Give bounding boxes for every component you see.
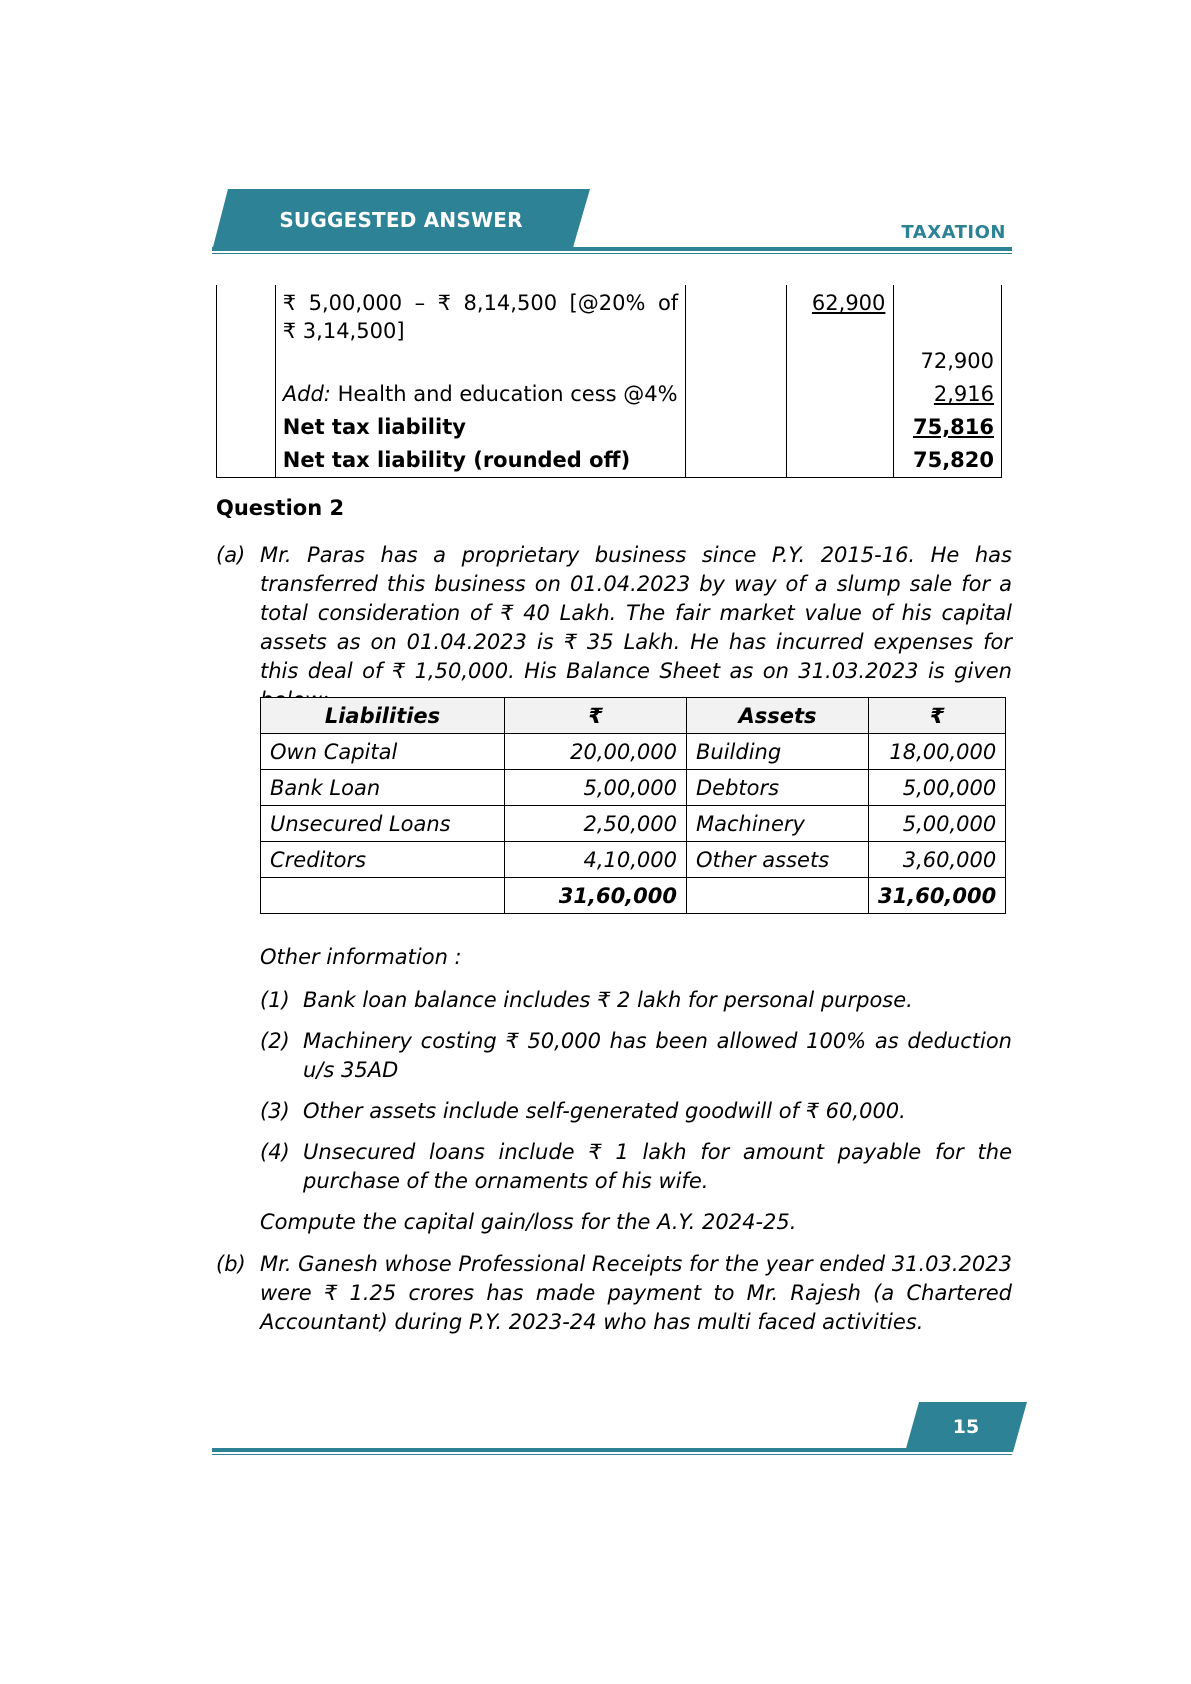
table-row xyxy=(261,770,1006,806)
cess-label-prefix: Add: xyxy=(282,382,331,406)
header-rule-thin xyxy=(212,253,1012,254)
liability-amount: 4,10,000 xyxy=(505,842,687,878)
info-text: Unsecured loans include ₹ 1 lakh for amount payable for the purchase of the ornaments of his wife. xyxy=(303,1140,1012,1193)
total-blank xyxy=(687,878,869,914)
compute-instruction: Compute the capital gain/loss for the A.Y. 2024-25. xyxy=(260,1210,797,1234)
header-assets: Assets xyxy=(687,698,869,734)
slab-line-2: ₹ 3,14,500] xyxy=(282,319,405,343)
total-liabilities: 31,60,000 xyxy=(505,878,687,914)
page-number-tab xyxy=(905,1402,1027,1452)
table-row xyxy=(216,444,1002,478)
liability-name: Bank Loan xyxy=(261,770,505,806)
part-a-label: (a) xyxy=(216,543,246,567)
asset-amount: 3,60,000 xyxy=(869,842,1006,878)
liability-amount: 2,50,000 xyxy=(505,806,687,842)
header-tab-label: SUGGESTED ANSWER xyxy=(279,208,523,232)
header-rupee: ₹ xyxy=(505,698,687,734)
liability-name: Unsecured Loans xyxy=(261,806,505,842)
liability-amount: 5,00,000 xyxy=(505,770,687,806)
asset-amount: 18,00,000 xyxy=(869,734,1006,770)
balance-sheet-table xyxy=(260,697,1006,914)
header-tab xyxy=(212,189,590,251)
rounded-tax-amount: 75,820 xyxy=(894,444,1002,478)
header-rule xyxy=(212,247,1012,251)
table-row xyxy=(261,734,1006,770)
question-title: Question 2 xyxy=(216,496,345,520)
asset-name: Debtors xyxy=(687,770,869,806)
asset-amount: 5,00,000 xyxy=(869,770,1006,806)
other-info-title: Other information : xyxy=(260,945,462,969)
cess-label: Health and education cess @4% xyxy=(337,382,678,406)
table-header-row xyxy=(261,698,1006,734)
tax-computation-table xyxy=(216,285,1002,478)
table-row xyxy=(216,345,1002,378)
footer-rule-thin xyxy=(212,1454,1012,1455)
liability-name: Creditors xyxy=(261,842,505,878)
info-number: (1) xyxy=(260,988,290,1012)
table-total-row xyxy=(261,878,1006,914)
table-row xyxy=(216,378,1002,411)
info-number: (4) xyxy=(260,1140,290,1164)
info-text: Other assets include self-generated goodwill of ₹ 60,000. xyxy=(303,1099,906,1123)
footer-rule xyxy=(212,1448,1012,1452)
asset-name: Machinery xyxy=(687,806,869,842)
liability-name: Own Capital xyxy=(261,734,505,770)
info-number: (3) xyxy=(260,1099,290,1123)
part-b-label: (b) xyxy=(216,1252,246,1276)
table-row xyxy=(261,842,1006,878)
part-a-text: Mr. Paras has a proprietary business since P.Y. 2015-16. He has transferred this business on 01.04.2023 by way of a slump sale for a total consideration of ₹ 40 Lakh. The fair market value of his capital assets as on 01.04.2023 is ₹ 35 Lakh. He has incurred expenses for this deal of ₹ 1,50,000. His Balance Sheet as on 31.03.2023 is given xyxy=(260,543,1012,683)
asset-name: Building xyxy=(687,734,869,770)
table-row xyxy=(216,411,1002,444)
total-assets: 31,60,000 xyxy=(869,878,1006,914)
net-tax-amount: 75,816 xyxy=(912,415,995,439)
slab-amount: 62,900 xyxy=(811,291,886,315)
slab-line-1: ₹ 5,00,000 – ₹ 8,14,500 [@20% of xyxy=(282,291,679,315)
total-blank xyxy=(261,878,505,914)
header-liabilities: Liabilities xyxy=(261,698,505,734)
subtotal-amount: 72,900 xyxy=(894,345,1002,378)
table-row xyxy=(261,806,1006,842)
table-row xyxy=(216,285,1002,345)
info-text: Machinery costing ₹ 50,000 has been allowed 100% as deduction u/s 35AD xyxy=(303,1029,1012,1082)
page-number: 15 xyxy=(952,1416,980,1438)
liability-amount: 20,00,000 xyxy=(505,734,687,770)
rounded-tax-label: Net tax liability (rounded off) xyxy=(276,444,686,478)
info-number: (2) xyxy=(260,1029,290,1053)
cess-amount: 2,916 xyxy=(933,382,995,406)
header-rupee: ₹ xyxy=(869,698,1006,734)
asset-amount: 5,00,000 xyxy=(869,806,1006,842)
asset-name: Other assets xyxy=(687,842,869,878)
net-tax-label: Net tax liability xyxy=(276,411,686,444)
part-b-text: Mr. Ganesh whose Professional Receipts for the year ended 31.03.2023 were ₹ 1.25 crores has made payment to Mr. Rajesh (a Chartered Accountant) during P.Y. 2023-24 who has multi faced activities. xyxy=(260,1252,1012,1334)
section-title: TAXATION xyxy=(901,222,1006,243)
info-text: Bank loan balance includes ₹ 2 lakh for personal purpose. xyxy=(303,988,913,1012)
